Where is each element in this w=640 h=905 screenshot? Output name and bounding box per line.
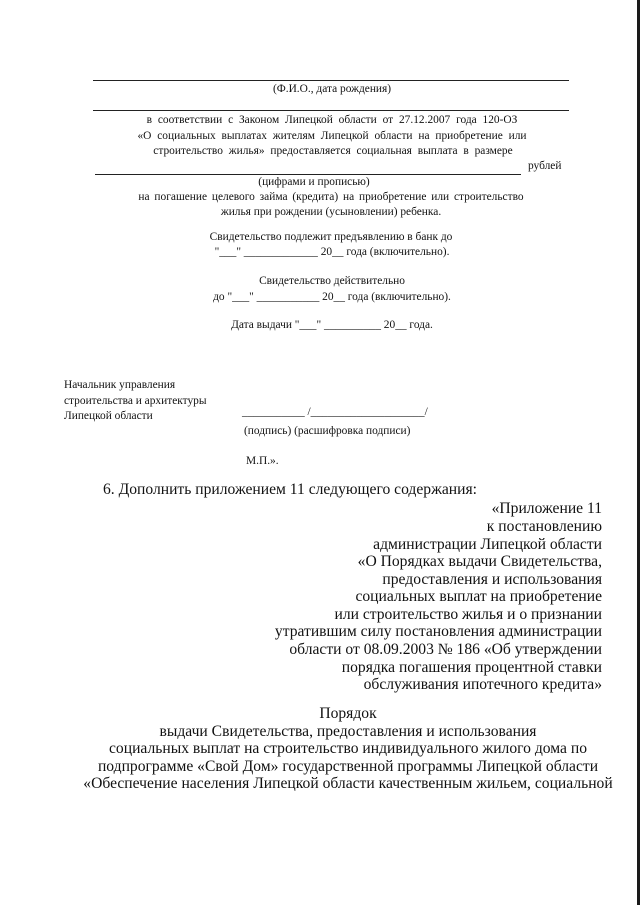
procedure-title-line: социальных выплат на строительство индивидуального жилого дома по bbox=[109, 740, 587, 757]
valid-line-2: до "___" ___________ 20__ года (включительно). bbox=[213, 291, 451, 303]
procedure-title-line: выдачи Свидетельства, предоставления и использования bbox=[159, 723, 537, 740]
official-line-2: строительства и архитектуры bbox=[64, 395, 207, 407]
purpose-line-1: на погашение целевого займа (кредита) на приобретение или строительство bbox=[138, 191, 524, 203]
appendix-line: предоставления и использования bbox=[382, 571, 602, 588]
signature-caption: (подпись) (расшифровка подписи) bbox=[244, 425, 411, 437]
purpose-line-2: жилья при рождении (усыновлении) ребенка. bbox=[220, 206, 442, 218]
procedure-title: Порядок bbox=[319, 705, 377, 722]
section-6-heading: 6. Дополнить приложением 11 следующего содержания: bbox=[103, 481, 477, 498]
appendix-line: социальных выплат на приобретение bbox=[355, 588, 602, 605]
appendix-line: «Приложение 11 bbox=[491, 500, 602, 517]
appendix-line: области от 08.09.2003 № 186 «Об утверждении bbox=[289, 641, 602, 658]
sum-caption: (цифрами и прописью) bbox=[258, 176, 370, 188]
rubles-label: рублей bbox=[528, 160, 562, 172]
blank-line bbox=[93, 110, 569, 111]
appendix-line: или строительство жилья и о признании bbox=[334, 606, 602, 623]
issue-date: Дата выдачи "___" __________ 20__ года. bbox=[231, 319, 433, 331]
signature-blanks: ___________ /____________________/ bbox=[242, 406, 428, 418]
official-line-3: Липецкой области bbox=[64, 410, 153, 422]
procedure-title-line: «Обеспечение населения Липецкой области качественным жильем, социальной bbox=[83, 775, 613, 792]
fio-caption: (Ф.И.О., дата рождения) bbox=[272, 83, 392, 95]
sum-line bbox=[95, 174, 521, 175]
procedure-title-line: подпрограмме «Свой Дом» государственной программы Липецкой области bbox=[97, 758, 599, 775]
law-line-1: в соответствии с Законом Липецкой области от 27.12.2007 года 120-ОЗ bbox=[146, 114, 518, 126]
appendix-line: порядка погашения процентной ставки bbox=[341, 659, 602, 676]
bank-line-2: "___" _____________ 20__ года (включительно). bbox=[214, 246, 450, 258]
appendix-line: обслуживания ипотечного кредита» bbox=[363, 676, 602, 693]
law-line-2: «О социальных выплатах жителям Липецкой области на приобретение или bbox=[137, 130, 527, 142]
valid-line-1: Свидетельство действительно bbox=[259, 275, 405, 287]
appendix-line: к постановлению bbox=[486, 518, 602, 535]
stamp-mark: М.П.». bbox=[246, 455, 279, 467]
law-line-3: строительство жилья» предоставляется социальная выплата в размере bbox=[153, 145, 513, 157]
fio-line bbox=[93, 80, 569, 81]
appendix-line: администрации Липецкой области bbox=[373, 536, 602, 553]
official-line-1: Начальник управления bbox=[64, 379, 176, 391]
bank-line-1: Свидетельство подлежит предъявлению в банк до bbox=[209, 231, 453, 243]
appendix-line: «О Порядках выдачи Свидетельства, bbox=[357, 553, 602, 570]
appendix-line: утратившим силу постановления администрации bbox=[274, 623, 602, 640]
